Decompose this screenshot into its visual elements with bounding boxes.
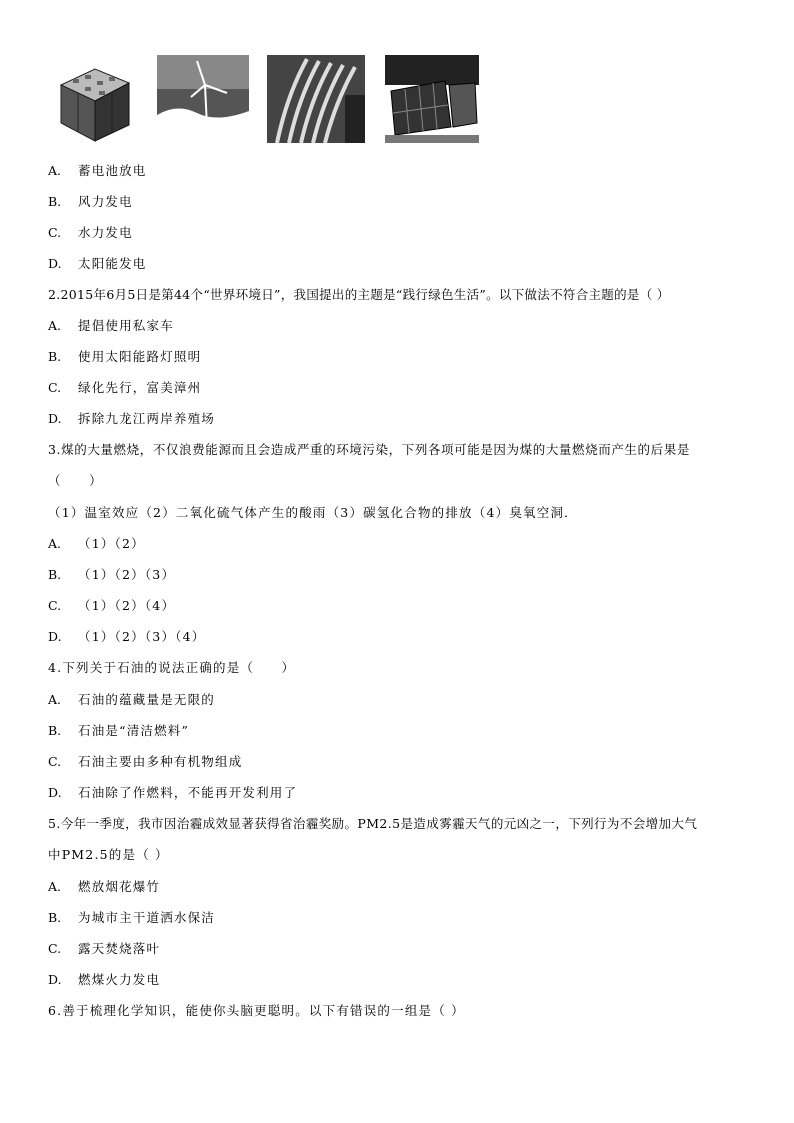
q6-stem: 6.善于梳理化学知识，能使你头脑更聪明。以下有错误的一组是（ ） bbox=[48, 1003, 465, 1018]
q3-option-c[interactable]: C. （1）（2）（4） bbox=[48, 598, 176, 613]
wind-turbine-image bbox=[157, 55, 249, 143]
q3-stem-cont: （ ） bbox=[48, 473, 103, 488]
q3-option-a[interactable]: A. （1）（2） bbox=[48, 536, 145, 551]
q3-option-d[interactable]: D. （1）（2）（3）（4） bbox=[48, 629, 206, 644]
battery-image bbox=[55, 55, 133, 143]
q1-option-a[interactable]: A. 蓄电池放电 bbox=[48, 163, 147, 178]
solar-panel-image bbox=[385, 55, 479, 143]
q5-option-c[interactable]: C. 露天焚烧落叶 bbox=[48, 941, 161, 956]
q3-items: （1）温室效应（2）二氧化硫气体产生的酸雨（3）碳氢化合物的排放（4）臭氧空洞． bbox=[48, 505, 578, 520]
q5-option-d[interactable]: D. 燃煤火力发电 bbox=[48, 972, 161, 987]
hydropower-image bbox=[267, 55, 365, 143]
q1-option-d[interactable]: D. 太阳能发电 bbox=[48, 256, 147, 271]
q2-option-b[interactable]: B. 使用太阳能路灯照明 bbox=[48, 349, 202, 364]
q2-stem: 2.2015年6月5日是第44个“世界环境日”，我国提出的主题是“践行绿色生活”。以下做法不符合主题的是（ ） bbox=[48, 287, 670, 302]
q5-stem: 5.今年一季度，我市因治霾成效显著获得省治霾奖励。PM2.5是造成雾霾天气的元凶之一，下列行为不会增加大气 bbox=[48, 816, 698, 831]
q1-option-c[interactable]: C. 水力发电 bbox=[48, 225, 133, 240]
q4-option-c[interactable]: C. 石油主要由多种有机物组成 bbox=[48, 754, 243, 769]
q5-stem-cont: 中PM2.5的是（ ） bbox=[48, 847, 169, 862]
q2-option-a[interactable]: A. 提倡使用私家车 bbox=[48, 318, 174, 333]
q4-option-a[interactable]: A. 石油的蕴藏量是无限的 bbox=[48, 692, 216, 707]
q5-option-b[interactable]: B. 为城市主干道洒水保洁 bbox=[48, 910, 216, 925]
q4-option-b[interactable]: B. 石油是“清洁燃料” bbox=[48, 723, 190, 738]
q5-option-a[interactable]: A. 燃放烟花爆竹 bbox=[48, 879, 161, 894]
q3-stem: 3.煤的大量燃烧，不仅浪费能源而且会造成严重的环境污染，下列各项可能是因为煤的大量燃烧而产生的后果是 bbox=[48, 442, 690, 457]
q1-option-b[interactable]: B. 风力发电 bbox=[48, 194, 133, 209]
q4-option-d[interactable]: D. 石油除了作燃料，不能再开发利用了 bbox=[48, 785, 298, 800]
q2-option-d[interactable]: D. 拆除九龙江两岸养殖场 bbox=[48, 411, 216, 426]
q3-option-b[interactable]: B. （1）（2）（3） bbox=[48, 567, 176, 582]
q2-option-c[interactable]: C. 绿化先行，富美漳州 bbox=[48, 380, 202, 395]
q4-stem: 4.下列关于石油的说法正确的是（ ） bbox=[48, 660, 296, 675]
